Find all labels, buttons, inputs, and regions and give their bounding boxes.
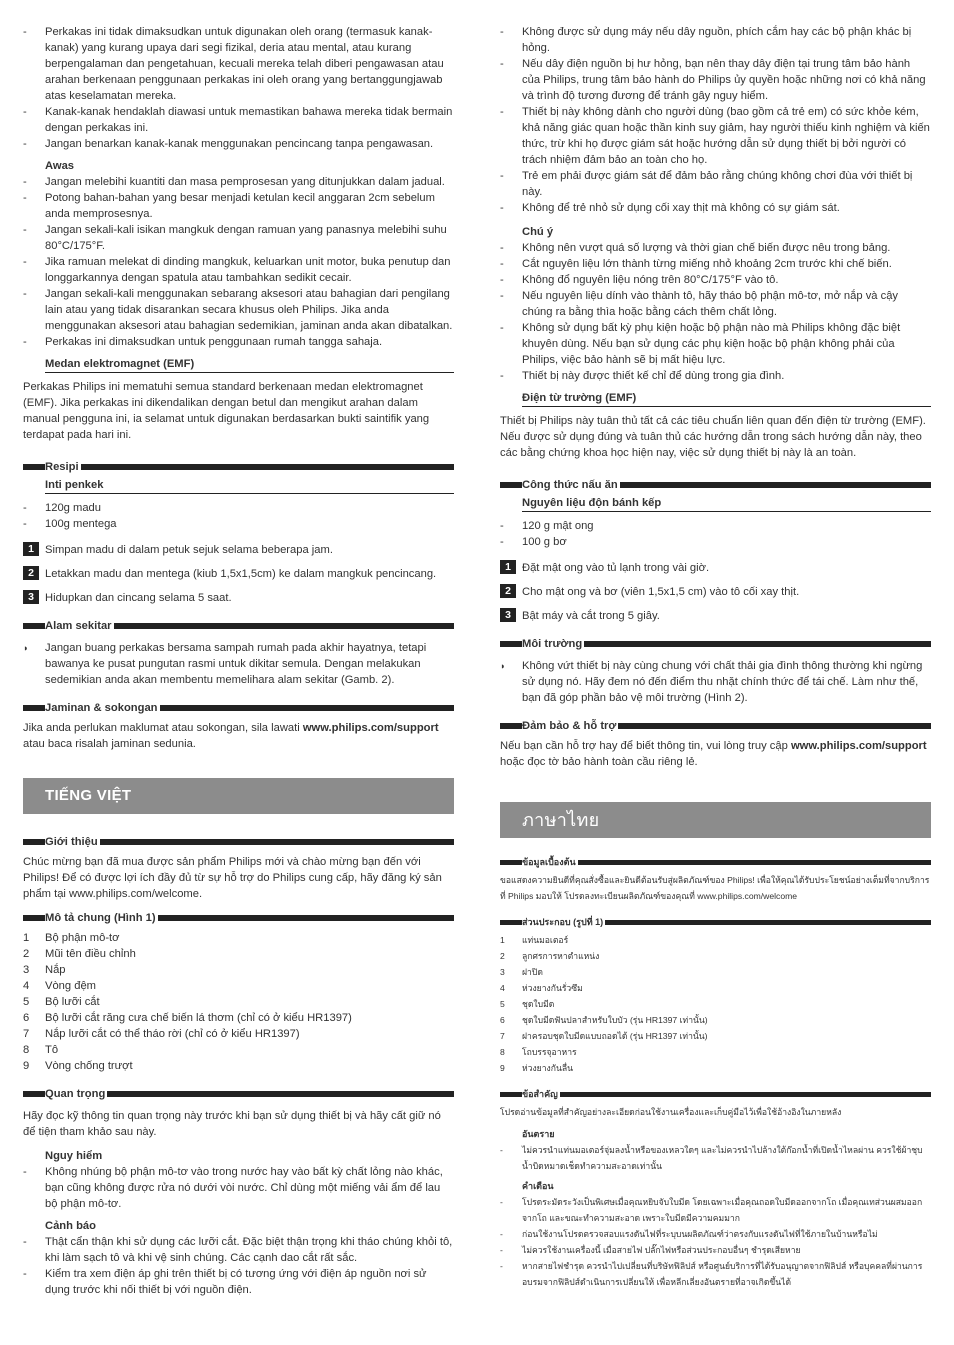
- awas-list: [23, 174, 454, 350]
- section-heading-jaminan: Jaminan & sokongan: [23, 700, 454, 716]
- section-heading-alam: Alam sekitar: [23, 618, 454, 634]
- list-item: - Không được sử dụng máy nếu dây nguồn, phích cắm hay các bộ phận khác bị hỏng.: [500, 24, 931, 56]
- step-number: 1: [500, 560, 516, 574]
- emf-text: Thiết bị Philips này tuân thủ tất cả các tiêu chuẩn liên quan đến điện từ trường (EMF). Nếu được sử dụng đúng và tuân thủ các hướng dẫn trong sách hướng dẫn này, theo các bằng chứng khoa học hiện nay, việc sử dụng thiết bị này là an toàn.: [500, 415, 926, 459]
- emf-heading: Medan elektromagnet (EMF): [45, 358, 195, 370]
- support-link[interactable]: www.philips.com/support: [790, 740, 927, 752]
- support-link[interactable]: www.philips.com/support: [302, 722, 439, 734]
- list-item: 1 แท่นมอเตอร์: [500, 935, 569, 945]
- step-text: Hidupkan dan cincang selama 5 saat.: [45, 592, 232, 604]
- alam-text: Jangan buang perkakas bersama sampah rumah pada akhir hayatnya, tetapi bawanya ke pusat pungutan rasmi untuk dikitar semula. Dengan melakukan sedemikian anda akan membentu memelihara alam sekitar (Gamb. 2).: [45, 642, 427, 686]
- list-item: 8 Tô: [23, 1044, 59, 1056]
- list-item: - Thiết bị này được thiết kế chỉ để dùng trong gia đình.: [500, 368, 931, 384]
- bullet-icon: ◗: [23, 643, 29, 653]
- list-item: 5 ชุดใบมีด: [500, 999, 555, 1009]
- list-item: - หากสายไฟชำรุด ควรนำไปเปลี่ยนที่บริษัทฟิลิปส์ หรือศูนย์บริการที่ได้รับอนุญาตจากฟิลิปส์ หรือบุคคลที่ผ่านการอบรมจากฟิลิปส์ดำเนินการเปลี่ยนให้ เพื่อหลีกเลี่ยงอันตรายที่อาจเกิดขึ้นได้: [500, 1258, 931, 1290]
- list-item: 1 Bộ phận mô-tơ: [23, 932, 120, 944]
- list-item: 9 Vòng chống trượt: [23, 1060, 133, 1072]
- step: [23, 590, 454, 606]
- nguyhiem-heading: Nguy hiểm: [45, 1150, 103, 1162]
- step: [23, 542, 454, 558]
- list-item: 7 Nắp lưỡi cắt có thể tháo rời (chỉ có ở kiểu HR1397): [23, 1028, 300, 1040]
- jaminan-text: Jika anda perlukan maklumat atau sokongan, sila lawati www.philips.com/support atau baca risalah jaminan sedunia.: [23, 722, 439, 750]
- section-heading-thai-important: ข้อสำคัญ: [500, 1086, 931, 1102]
- thai-parts-list: [500, 932, 931, 1076]
- step: [500, 584, 931, 600]
- step-number: 3: [23, 590, 39, 604]
- list-item: - Perkakas ini dimaksudkan untuk penggunaan rumah tangga sahaja.: [23, 334, 454, 350]
- penkek-list: [23, 500, 454, 532]
- step-number: 1: [23, 542, 39, 556]
- list-item: - Kiểm tra xem điện áp ghi trên thiết bị có tương ứng với điện áp nguồn nơi sử dụng trước khi nối thiết bị với nguồn điện.: [23, 1266, 454, 1298]
- thai-danger-heading: อันตราย: [522, 1129, 555, 1139]
- list-item: - ไม่ควรใช้งานเครื่องนี้ เมื่อสายไฟ ปลั๊กไฟหรือส่วนประกอบอื่นๆ ชำรุดเสียหาย: [500, 1242, 931, 1258]
- nguyenlieu-heading: Nguyên liệu độn bánh kếp: [522, 497, 662, 509]
- right-column: [500, 24, 931, 1290]
- gioithieu-text: Chúc mừng bạn đã mua được sản phẩm Philips mới và chào mừng bạn đến với Philips! Để có được lợi ích đầy đủ từ sự hỗ trợ do Philips cung cấp, hãy đăng ký sản phẩm tại www.philips.com/welcome.: [23, 856, 442, 900]
- list-item: - Jangan sekali-kali isikan mangkuk dengan ramuan yang panasnya melebihi suhu 80°C/175°F.: [23, 222, 454, 254]
- list-item: 3 ฝาปิด: [500, 967, 543, 977]
- list-item: - Không sử dụng bất kỳ phụ kiện hoặc bộ phận nào mà Philips không đặc biệt khuyên dùng. Nếu bạn sử dụng các phụ kiện hoặc bộ phận không phải của Philips, việc bảo hành sẽ bị mất hiệu lực.: [500, 320, 931, 368]
- list-item: - โปรดระมัดระวังเป็นพิเศษเมื่อคุณหยิบจับใบมีด โดยเฉพาะเมื่อคุณถอดใบมีดออกจากโถ เมื่อคุณเทส่วนผสมออกจากโถ และขณะทำความสะอาด เพราะใบมีดมีความคมมาก: [500, 1194, 931, 1226]
- chuy-list: [500, 240, 931, 384]
- canhbao-heading: Cảnh báo: [45, 1220, 96, 1232]
- thai-section: [500, 854, 931, 1290]
- step-text: Đặt mật ong vào tủ lạnh trong vài giờ.: [522, 562, 710, 574]
- list-item: - Không để trẻ nhỏ sử dụng cối xay thịt mà không có sự giám sát.: [500, 200, 931, 216]
- list-item: - Nếu nguyên liệu dính vào thành tô, hãy tháo bộ phận mô-tơ, mở nắp và cậy chúng ra bằng thìa hoặc bằng cách thêm chất lỏng.: [500, 288, 931, 320]
- list-item: - Không đổ nguyên liệu nóng trên 80°C/175°F vào tô.: [500, 272, 931, 288]
- list-item: - Potong bahan-bahan yang besar menjadi ketulan kecil anggaran 2cm sebelum anda memprosesnya.: [23, 190, 454, 222]
- awas-heading: Awas: [45, 160, 75, 172]
- list-item: 5 Bộ lưỡi cắt: [23, 996, 100, 1008]
- list-item: 7 ฝาครอบชุดใบมีดแบบถอดได้ (รุ่น HR1397 เท่านั้น): [500, 1031, 708, 1041]
- list-item: - Trẻ em phải được giám sát để đảm bảo rằng chúng không chơi đùa với thiết bị này.: [500, 168, 931, 200]
- parts-list: [23, 930, 454, 1074]
- step-text: Cho mật ong và bơ (viên 1,5x1,5 cm) vào tô cối xay thịt.: [522, 586, 800, 598]
- list-item: 3 Nắp: [23, 964, 66, 976]
- list-item: - Nếu dây điện nguồn bị hư hỏng, bạn nên thay dây điện tại trung tâm bảo hành của Philips, trung tâm bảo hành do Philips ủy quyền hoặc những nơi có khả năng và trình độ tương đương để tránh gây nguy hiểm.: [500, 56, 931, 104]
- nguyhiem-list: [23, 1164, 454, 1212]
- chuy-heading: Chú ý: [522, 226, 554, 238]
- divider: [522, 406, 931, 407]
- nguyenlieu-list: [500, 518, 931, 550]
- list-item: 2 Mũi tên điều chỉnh: [23, 948, 136, 960]
- list-item: - ไม่ควรนำแท่นมอเตอร์จุ่มลงน้ำหรือของเหลวใดๆ และไม่ควรนำไปล้างใต้ก๊อกน้ำที่เปิดน้ำไหลผ่าน ควรใช้ผ้าชุบน้ำบิดหมาดเช็ดทำความสะอาดเท่านั้น: [500, 1142, 931, 1174]
- section-heading-resipi: Resipi: [23, 459, 454, 475]
- bullet-icon: ◗: [500, 661, 506, 671]
- emf-heading: Điện từ trường (EMF): [522, 392, 637, 404]
- section-heading-baohanh: Đảm bảo & hỗ trợ: [500, 718, 931, 734]
- list-item: 4 Vòng đệm: [23, 980, 96, 992]
- step-number: 2: [23, 566, 39, 580]
- list-item: - Cắt nguyên liệu lớn thành từng miếng nhỏ khoảng 2cm trước khi chế biến.: [500, 256, 931, 272]
- list-item: 8 โถบรรจุอาหาร: [500, 1047, 577, 1057]
- step-text: Letakkan madu dan mentega (kiub 1,5x1,5cm) ke dalam mangkuk pencincang.: [45, 568, 437, 580]
- list-item: - Thật cẩn thận khi sử dụng các lưỡi cắt. Đặc biệt thận trọng khi tháo chúng khỏi tô, khi làm sạch tô và khi vệ sinh chúng. Các cạnh dao cắt rất sắc.: [23, 1234, 454, 1266]
- list-item: 6 Bộ lưỡi cắt răng cưa chế biến lá thơm (chỉ có ở kiểu HR1397): [23, 1012, 352, 1024]
- step-number: 2: [500, 584, 516, 598]
- list-item: - 120g madu: [23, 500, 454, 516]
- penkek-heading: Inti penkek: [45, 479, 104, 491]
- step: [23, 566, 454, 582]
- list-item: - ก่อนใช้งานโปรดตรวจสอบแรงดันไฟที่ระบุบนผลิตภัณฑ์ว่าตรงกับแรงดันไฟที่ใช้ภายในบ้านหรือไม่: [500, 1226, 931, 1242]
- list-item: - Jika ramuan melekat di dinding mangkuk, keluarkan unit motor, buka penutup dan longgarkannya dengan spatula atau tambahkan sedikit cecair.: [23, 254, 454, 286]
- list-item: - 100 g bơ: [500, 534, 931, 550]
- step-text: Simpan madu di dalam petuk sejuk selama beberapa jam.: [45, 544, 333, 556]
- thai-intro-text: ขอแสดงความยินดีที่คุณสั่งซื้อและยินดีต้อนรับสู่ผลิตภัณฑ์ของ Philips! เพื่อให้คุณได้รับประโยชน์อย่างเต็มที่จากบริการที่ Philips มอบให้ โปรดลงทะเบียนผลิตภัณฑ์ของคุณที่ www.philips.com/welcome: [500, 875, 930, 901]
- thai-warning-list: [500, 1194, 931, 1290]
- list-item: 4 ห่วงยางกันรั่วซึม: [500, 983, 583, 993]
- alam-bullet: [23, 640, 454, 688]
- section-heading-mota: Mô tả chung (Hình 1): [23, 910, 454, 926]
- list-item: 9 ห่วงยางกันลื่น: [500, 1063, 573, 1073]
- section-heading-moitruong: Môi trường: [500, 636, 931, 652]
- list-item: 6 ชุดใบมีดฟันปลาสำหรับใบบัว (รุ่น HR1397 เท่านั้น): [500, 1015, 708, 1025]
- language-banner-vietnamese: TIẾNG VIỆT: [23, 778, 454, 814]
- canhbao-list: [23, 1234, 454, 1298]
- thai-warning-heading: คำเตือน: [522, 1181, 554, 1191]
- quantrong-text: Hãy đọc kỹ thông tin quan trọng này trước khi bạn sử dụng thiết bị và hãy cất giữ nó để tiện tham khảo sau này.: [23, 1110, 441, 1138]
- list-item: - Jangan melebihi kuantiti dan masa pemprosesan yang ditunjukkan dalam jadual.: [23, 174, 454, 190]
- step-number: 3: [500, 608, 516, 622]
- thai-important-text: โปรดอ่านข้อมูลที่สำคัญอย่างละเอียดก่อนใช้งานเครื่องและเก็บคู่มือไว้เพื่อใช้อ้างอิงในภายหลัง: [500, 1107, 842, 1117]
- language-banner-thai: ภาษาไทย: [500, 802, 931, 838]
- list-item: - Jangan benarkan kanak-kanak menggunakan pencincang tanpa pengawasan.: [23, 136, 454, 152]
- list-item: - Thiết bị này không dành cho người dùng (bao gồm cả trẻ em) có sức khỏe kém, khả năng giác quan hoặc thần kinh suy giảm, hay người thiếu kinh nghiệm và kiến thức, trừ khi họ được giám sát hoặc hướng dẫn sử dụng thiết bị bởi người có trách nhiệm đảm bảo an toàn cho họ.: [500, 104, 931, 168]
- section-heading-quantrong: Quan trọng: [23, 1086, 454, 1102]
- baohanh-text: Nếu bạn cần hỗ trợ hay để biết thông tin, vui lòng truy cập www.philips.com/support hoặc đọc tờ bảo hành toàn cầu riêng lẻ.: [500, 740, 927, 768]
- moitruong-bullet: [500, 658, 931, 706]
- divider: [45, 493, 454, 494]
- list-item: - Perkakas ini tidak dimaksudkan untuk digunakan oleh orang (termasuk kanak-kanak) yang kurang upaya dari segi fizikal, deria atau mental, atau kurang berpengalaman dan pengetahuan, kecuali mereka telah diberi pengawasan atau arahan berkenaan penggunaan perkakas ini oleh orang yang bertanggungjawab atas keselamatan mereka.: [23, 24, 454, 104]
- list-item: 2 ลูกศรการหาตำแหน่ง: [500, 951, 600, 961]
- intro-list: [23, 24, 454, 152]
- list-item: - Kanak-kanak hendaklah diawasi untuk memastikan bahawa mereka tidak bermain dengan perkakas ini.: [23, 104, 454, 136]
- thai-danger-list: [500, 1142, 931, 1174]
- section-heading-gioithieu: Giới thiệu: [23, 834, 454, 850]
- section-heading-thai-intro: ข้อมูลเบื้องต้น: [500, 854, 931, 870]
- list-item: - Không nhúng bộ phận mô-tơ vào trong nước hay vào bất kỳ chất lỏng nào khác, bạn cũng không được rửa nó dưới vòi nước. Chỉ dùng một miếng vải ẩm để lau bộ phận mô-tơ.: [23, 1164, 454, 1212]
- left-column: [23, 24, 454, 1298]
- list-item: - Không nên vượt quá số lượng và thời gian chế biến được nêu trong bảng.: [500, 240, 931, 256]
- intro-list: [500, 24, 931, 216]
- section-heading-congthuc: Công thức nấu ăn: [500, 477, 931, 493]
- divider: [45, 372, 454, 373]
- list-item: - 100g mentega: [23, 516, 454, 532]
- step-text: Bật máy và cắt trong 5 giây.: [522, 610, 660, 622]
- step: [500, 608, 931, 624]
- emf-text: Perkakas Philips ini mematuhi semua standard berkenaan medan elektromagnet (EMF). Jika perkakas ini dikendalikan dengan betul dan mengikut arahan dalam manual pengguna ini, ia selamat untuk digunakan berdasarkan bukti saintifik yang terdapat pada hari ini.: [23, 381, 430, 441]
- step: [500, 560, 931, 576]
- divider: [522, 511, 931, 512]
- list-item: - Jangan sekali-kali menggunakan sebarang aksesori atau bahagian dari pengilang lain atau yang tidak disarankan secara khusus oleh Philips. Jika anda menggunakan aksesori atau bahagian sedemikian, jaminan anda akan dibatalkan.: [23, 286, 454, 334]
- section-heading-thai-parts: ส่วนประกอบ (รูปที่ 1): [500, 914, 931, 930]
- list-item: - 120 g mật ong: [500, 518, 931, 534]
- moitruong-text: Không vứt thiết bị này cùng chung với chất thải gia đình thông thường khi ngừng sử dụng nó. Hãy đem nó đến điểm thu nhặt chính thức để tái chế. Làm như thế, bạn đã góp phần bảo vệ môi trường (Hình 2).: [522, 660, 923, 704]
